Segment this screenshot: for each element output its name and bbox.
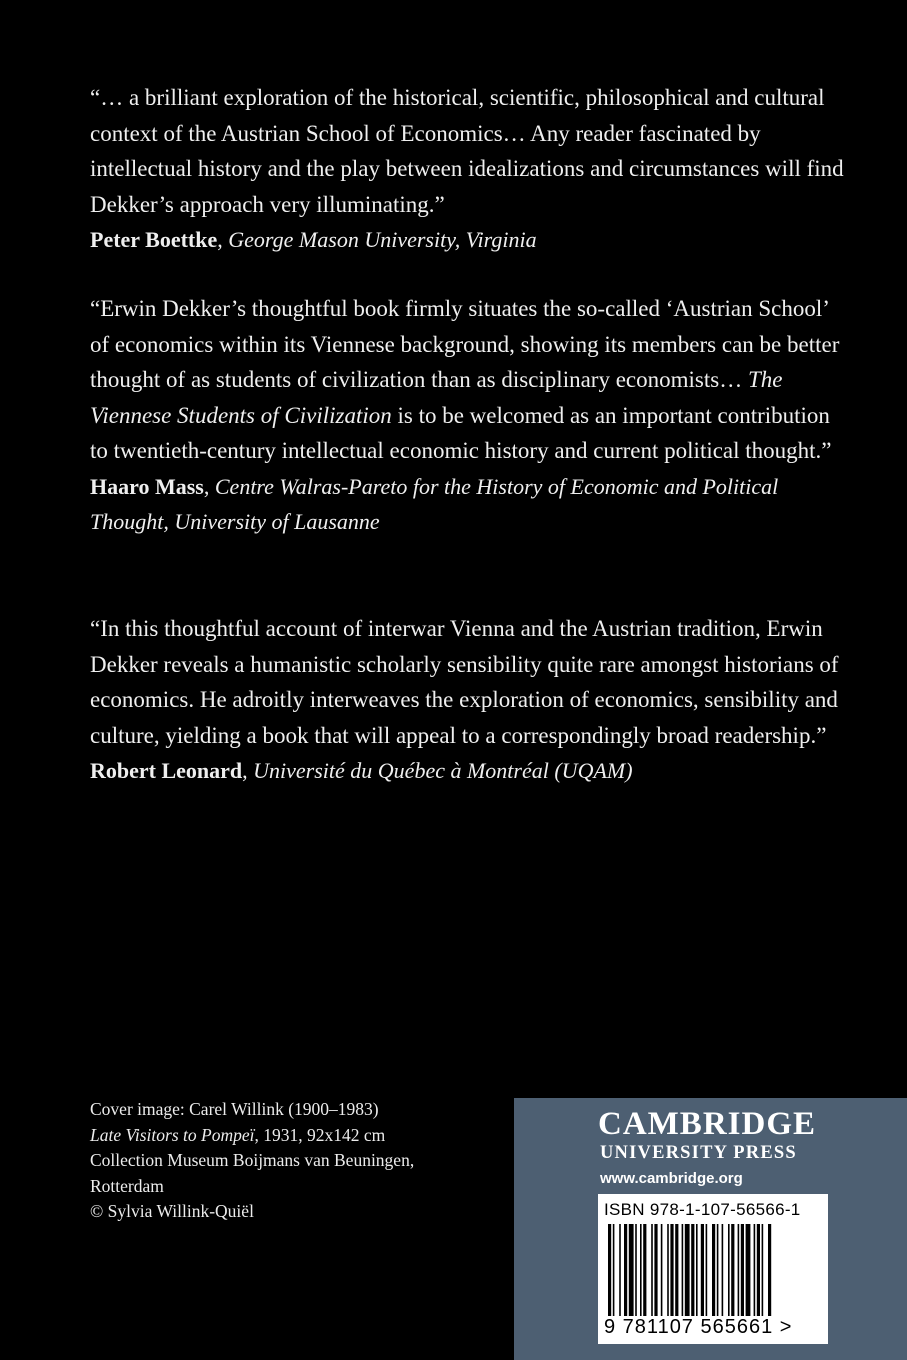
reviewer-name: Robert Leonard: [90, 758, 243, 783]
barcode-bar: [670, 1224, 673, 1316]
credit-line: © Sylvia Willink-Quiël: [90, 1201, 254, 1221]
barcode-bar: [768, 1224, 771, 1316]
reviewer-affiliation: Université du Québec à Montréal (UQAM): [253, 758, 633, 783]
barcode-bar: [643, 1224, 646, 1316]
barcode-bar: [706, 1224, 708, 1316]
blurb-boettke: [90, 80, 850, 258]
barcode-bar: [691, 1224, 694, 1316]
book-title: The Viennese Students of Civilization: [90, 367, 783, 428]
barcode-bar: [741, 1224, 744, 1316]
barcode-bar: [613, 1224, 615, 1316]
publisher-press: UNIVERSITY PRESS: [600, 1143, 797, 1163]
barcode-bar: [757, 1224, 760, 1316]
reviewer-name: Haaro Mass: [90, 473, 204, 499]
barcode-bar: [717, 1224, 719, 1316]
barcode-bar: [696, 1224, 698, 1316]
blurb-mass: [90, 291, 850, 540]
barcode-bar: [635, 1224, 637, 1316]
blurb-quote: “… a brilliant exploration of the historical, scientific, philosophical and cultural context of the Austrian School of Economics… Any reader fascinated by intellectual history and the play between idealizations and circumstances will find Dekker’s approach very illuminating.”: [90, 85, 844, 217]
barcode-bar: [651, 1224, 653, 1316]
barcode-bar: [661, 1224, 663, 1316]
credit-line: Rotterdam: [90, 1175, 164, 1196]
blurb-quote-part: is to be welcomed as an important contribution to twentieth-century intellectual economic history and current political thought.”: [90, 402, 832, 463]
barcode-icon: [606, 1224, 820, 1316]
isbn-label: ISBN 978-1-107-56566-1: [604, 1200, 801, 1219]
barcode-bar: [654, 1224, 657, 1316]
blurb-attribution: Peter Boettke, George Mason University, Virginia: [90, 227, 537, 252]
barcode-bar: [754, 1224, 756, 1316]
blurb-attribution: Haaro Mass, Centre Walras-Pareto for the History of Economic and Political Thought, University of Lausanne: [90, 473, 779, 534]
blurb-attribution: Robert Leonard, Université du Québec à Montréal (UQAM): [90, 758, 633, 783]
barcode-bar: [619, 1224, 621, 1316]
credit-line: [90, 1123, 500, 1149]
blurb-quote-part: “Erwin Dekker’s thoughtful book firmly situates the so-called ‘Austrian School’ of economics within its Viennese background, showing its members can be better thought of as students of civilization than as disciplinary economists…: [90, 296, 840, 392]
reviewer-affiliation: George Mason University, Virginia: [228, 227, 537, 252]
credit-line: Cover image: Carel Willink (1900–1983): [90, 1099, 379, 1119]
credit-line: Collection Museum Boijmans van Beuningen,: [90, 1150, 415, 1170]
reviewer-affiliation: Centre Walras-Pareto for the History of Economic and Political Thought, University of Lausanne: [90, 473, 779, 534]
barcode-bar: [731, 1224, 734, 1316]
barcode-bar: [629, 1224, 634, 1316]
barcode-bar: [608, 1224, 611, 1316]
barcode-digits: 9 781107 565661 >: [604, 1316, 793, 1338]
barcode-box: [598, 1194, 828, 1344]
barcode-bar: [701, 1224, 704, 1316]
barcode-bar: [640, 1224, 642, 1316]
barcode-bar: [675, 1224, 678, 1316]
painting-title: Late Visitors to Pompeï: [90, 1124, 255, 1145]
barcode-bar: [746, 1224, 751, 1316]
credit-line-rest: , 1931, 92x142 cm: [254, 1124, 386, 1145]
barcode-bar: [762, 1224, 764, 1316]
barcode-bar: [738, 1224, 740, 1316]
barcode-bar: [685, 1224, 690, 1316]
blurb-leonard: [90, 611, 850, 789]
publisher-panel: [514, 1098, 907, 1360]
blurb-quote: [90, 291, 850, 469]
reviewer-name: Peter Boettke: [90, 227, 218, 252]
publisher-website[interactable]: www.cambridge.org: [600, 1170, 743, 1187]
barcode-bar: [728, 1224, 730, 1316]
barcode-bar: [624, 1224, 627, 1316]
blurb-quote: “In this thoughtful account of interwar Vienna and the Austrian tradition, Erwin Dekker reveals a humanistic scholarly sensibility quite rare amongst historians of economics. He adroitly interweaves the exploration of economics, sensibility and culture, yielding a book that will appeal to a correspondingly broad readership.”: [90, 616, 839, 748]
barcode-bar: [712, 1224, 715, 1316]
barcode-bar: [722, 1224, 724, 1316]
publisher-name: CAMBRIDGE: [598, 1106, 817, 1142]
barcode-bar: [682, 1224, 684, 1316]
barcode-bar: [667, 1224, 669, 1316]
cover-credits: [90, 1097, 500, 1225]
